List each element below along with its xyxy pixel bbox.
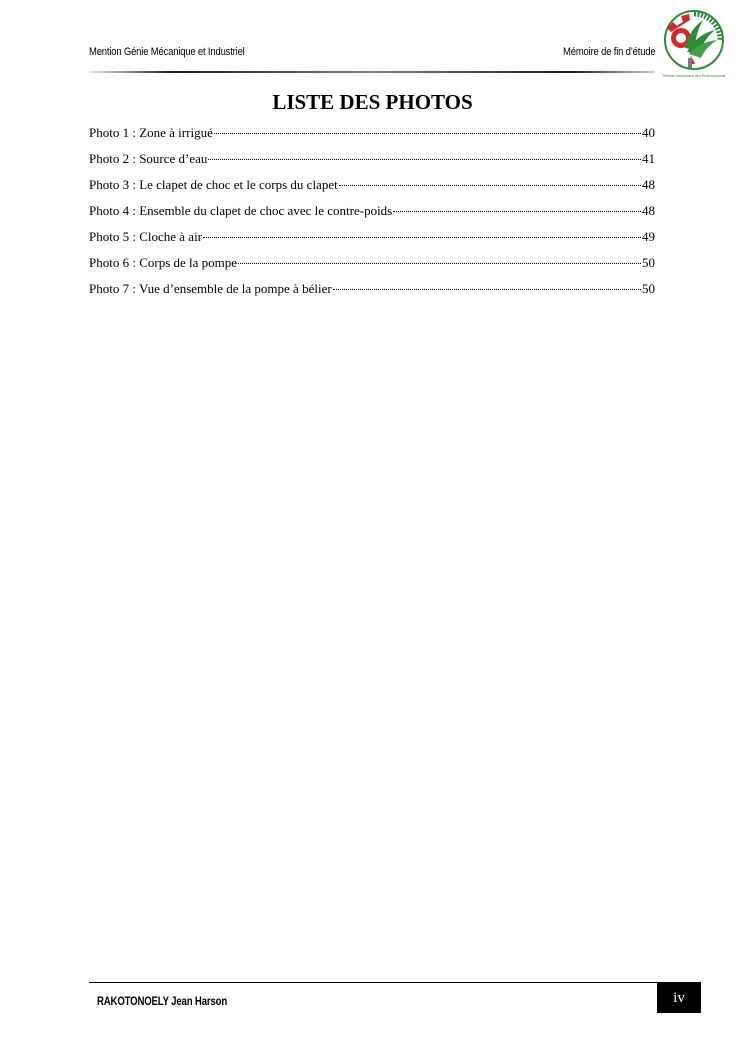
dot-leader — [208, 159, 641, 160]
list-item[interactable] — [89, 151, 655, 177]
header-left-text: Mention Génie Mécanique et Industriel — [89, 46, 245, 58]
dot-leader — [339, 185, 641, 186]
footer-author: RAKOTONOELY Jean Harson — [97, 994, 228, 1008]
header-rule — [89, 71, 655, 73]
dot-leader — [203, 237, 641, 238]
university-seal-logo — [659, 8, 729, 80]
entry-label: Photo 1 : Zone à irrigué — [89, 125, 213, 140]
header-right-text: Mémoire de fin d’étude — [562, 46, 655, 58]
entry-label: Photo 5 : Cloche à air — [89, 229, 203, 244]
entry-label: Photo 6 : Corps de la pompe — [89, 255, 238, 270]
dot-leader — [214, 133, 641, 134]
dot-leader — [238, 263, 641, 264]
entry-page: 41 — [642, 151, 655, 166]
photo-list — [89, 125, 655, 307]
entry-label: Photo 4 : Ensemble du clapet de choc avec le contre-poids — [89, 203, 393, 218]
list-item[interactable] — [89, 203, 655, 229]
entry-page: 50 — [642, 255, 655, 270]
svg-text:Premier fournisseur des Profes: Premier fournisseur des Professionnels — [662, 74, 726, 78]
list-item[interactable] — [89, 281, 655, 307]
list-item[interactable] — [89, 229, 655, 255]
entry-label: Photo 7 : Vue d’ensemble de la pompe à bélier — [89, 281, 332, 296]
list-item[interactable] — [89, 255, 655, 281]
entry-page: 48 — [642, 177, 655, 192]
dot-leader — [393, 211, 641, 212]
entry-page: 49 — [642, 229, 655, 244]
entry-label: Photo 2 : Source d’eau — [89, 151, 208, 166]
entry-page: 40 — [642, 125, 655, 140]
entry-page: 50 — [642, 281, 655, 296]
entry-page: 48 — [642, 203, 655, 218]
entry-label: Photo 3 : Le clapet de choc et le corps du clapet — [89, 177, 338, 192]
page-title: LISTE DES PHOTOS — [272, 90, 473, 114]
dot-leader — [333, 289, 641, 290]
list-item[interactable] — [89, 177, 655, 203]
footer-rule — [89, 982, 701, 983]
list-item[interactable] — [89, 125, 655, 151]
page-number: iv — [657, 983, 701, 1013]
